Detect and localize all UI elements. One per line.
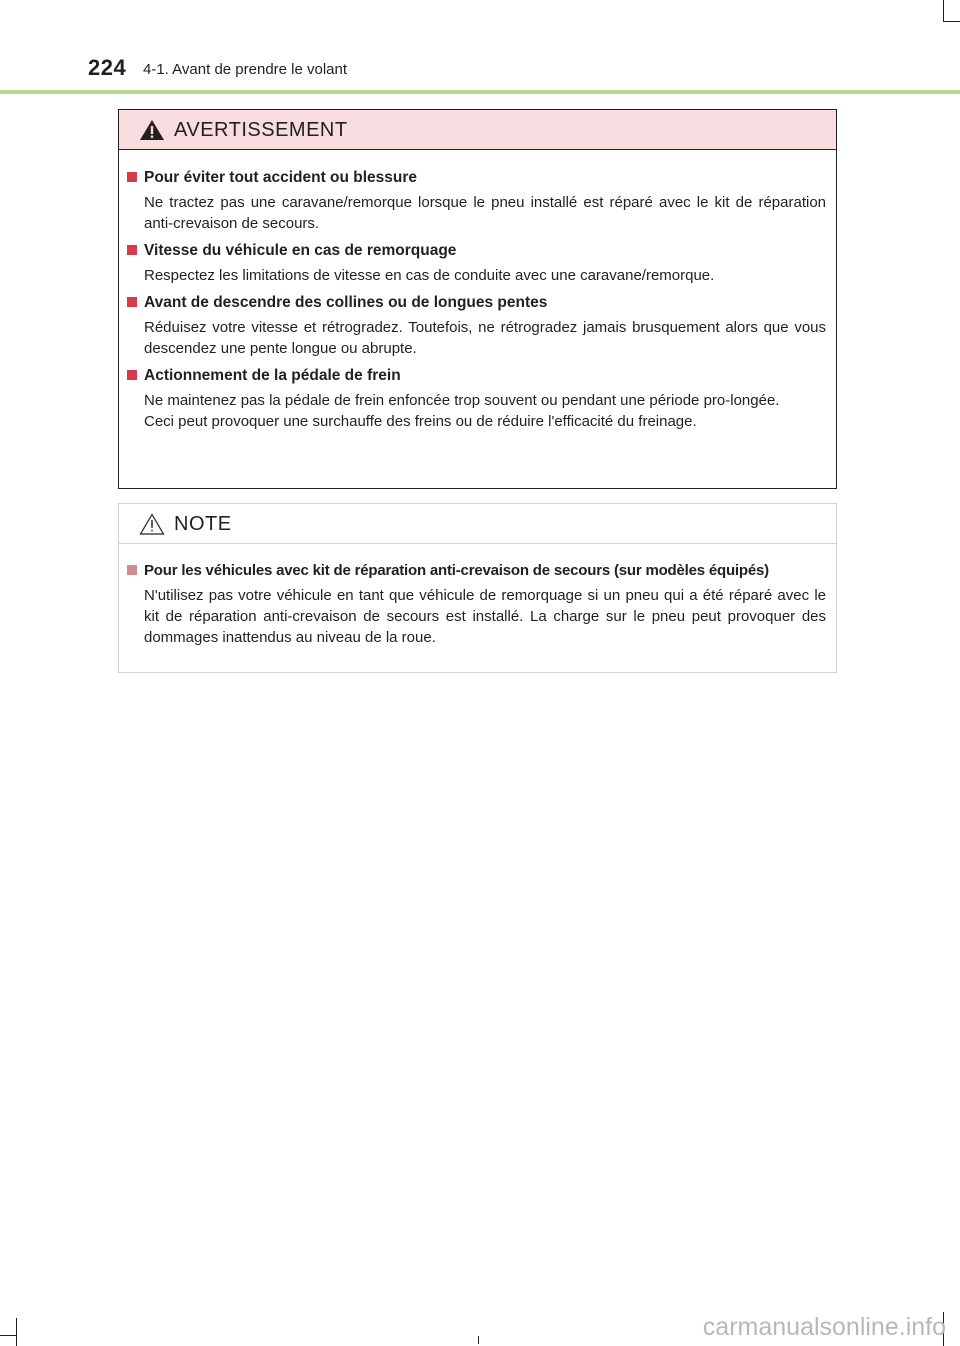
note-item-text: N'utilisez pas votre véhicule en tant que véhicule de remorquage si un pneu qui a été réparé avec le kit de réparation anti-crevaison de secours est installé. La charge sur le pneu peut provoquer des dommages inattendus au niveau de la roue.	[144, 587, 826, 646]
warning-item-heading: Avant de descendre des collines ou de longues pentes	[127, 292, 826, 314]
warning-item-text: Réduisez votre vitesse et rétrogradez. Toutefois, ne rétrogradez jamais brusquement alors que vous descendez une pente longue ou abrupte.	[144, 319, 826, 357]
warning-box	[118, 109, 837, 489]
crop-mark-bottom-left	[16, 1318, 17, 1346]
warning-item	[127, 167, 826, 234]
page-header	[0, 0, 960, 96]
watermark: carmanualsonline.info	[702, 1313, 946, 1341]
page-number: 224	[88, 55, 127, 80]
section-title: 4-1. Avant de prendre le volant	[143, 61, 348, 78]
warning-item-text: Respectez les limitations de vitesse en cas de conduite avec une caravane/remorque.	[144, 267, 715, 284]
warning-item	[127, 292, 826, 359]
warning-item-text: Ne maintenez pas la pédale de frein enfoncée trop souvent ou pendant une période pro-longée. Ceci peut provoquer une surchauffe des freins ou de réduire l'efficacité du freinage.	[144, 392, 780, 430]
warning-item-text: Ne tractez pas une caravane/remorque lorsque le pneu installé est réparé avec le kit de réparation anti-crevaison de secours.	[144, 194, 826, 232]
bullet-square-icon	[127, 370, 137, 380]
crop-mark-top-right-h	[944, 21, 960, 22]
note-title: NOTE	[174, 513, 232, 535]
warning-triangle-icon	[139, 119, 165, 141]
note-header	[119, 504, 836, 544]
note-box	[118, 503, 837, 673]
warning-item	[127, 365, 826, 432]
bullet-square-icon	[127, 172, 137, 182]
caution-triangle-icon	[139, 513, 165, 535]
warning-item	[127, 240, 826, 286]
warning-item-heading: Pour éviter tout accident ou blessure	[127, 167, 826, 189]
bullet-square-icon	[127, 297, 137, 307]
warning-body	[119, 150, 836, 432]
warning-header	[119, 110, 836, 150]
warning-title: AVERTISSEMENT	[174, 119, 348, 141]
crop-mark-bottom-center	[478, 1336, 479, 1344]
crop-mark-top-right	[943, 0, 944, 22]
note-body	[119, 544, 836, 648]
bullet-square-icon	[127, 565, 137, 575]
warning-item-heading: Actionnement de la pédale de frein	[127, 365, 826, 387]
warning-item-heading: Vitesse du véhicule en cas de remorquage	[127, 240, 826, 262]
crop-mark-bottom-left-h	[0, 1335, 16, 1336]
header-rule	[0, 90, 960, 94]
bullet-square-icon	[127, 245, 137, 255]
note-item	[127, 560, 826, 648]
note-item-heading: Pour les véhicules avec kit de réparation anti-crevaison de secours (sur modèles équipés)	[127, 560, 826, 582]
